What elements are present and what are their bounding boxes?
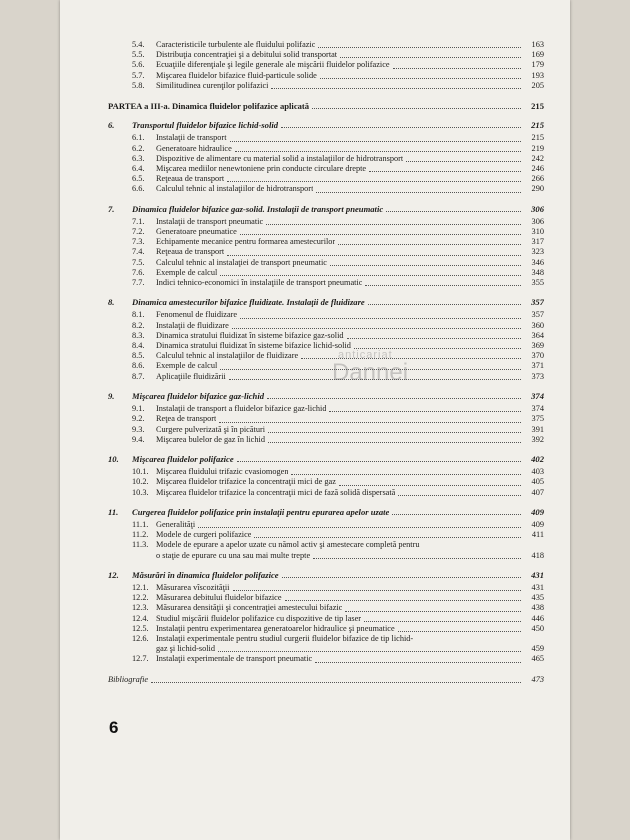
dot-leader bbox=[345, 611, 521, 612]
toc-entry-number: 12. bbox=[108, 569, 119, 580]
dot-leader bbox=[237, 461, 521, 462]
toc-entry bbox=[108, 634, 544, 644]
dot-leader bbox=[347, 338, 521, 339]
dot-leader bbox=[291, 474, 521, 475]
toc-entry bbox=[108, 144, 544, 154]
toc-entry bbox=[108, 425, 544, 435]
toc-entry bbox=[108, 60, 544, 70]
dot-leader bbox=[233, 590, 522, 591]
toc-entry-title: Calculul tehnic al instalaţiilor de hidrotransport bbox=[156, 184, 314, 194]
toc-entry-number: 9.4. bbox=[132, 434, 145, 444]
toc-entry-page: 246 bbox=[531, 164, 544, 174]
toc-entry-page: 418 bbox=[531, 550, 544, 560]
toc-entry-title: Fenomenul de fluidizare bbox=[156, 310, 238, 320]
dot-leader bbox=[398, 495, 521, 496]
toc-entry-number: 9.2. bbox=[132, 414, 145, 424]
toc-entry-page: 355 bbox=[531, 278, 544, 288]
toc-entry-number: 6.3. bbox=[132, 153, 145, 163]
toc-entry-page: 317 bbox=[531, 237, 544, 247]
toc-entry-page: 435 bbox=[531, 593, 544, 603]
toc-entry bbox=[108, 624, 544, 634]
toc-entry-title: Mişcarea fluidelor trifazice la concentraţii mici de fază solidă dispersată bbox=[156, 487, 396, 497]
toc-entry-title: Mişcarea fluidelor trifazice la concentraţii mici de gaz bbox=[156, 477, 336, 487]
toc-entry-page: 242 bbox=[531, 153, 544, 163]
toc-entry-title: Similitudinea curenţilor polifazici bbox=[156, 80, 269, 90]
toc-entry-title: Reţeaua de transport bbox=[156, 174, 225, 184]
toc-entry-title: Exemple de calcul bbox=[156, 267, 218, 277]
toc-entry-number: 7. bbox=[108, 203, 115, 214]
toc-entry-page: 446 bbox=[531, 613, 544, 623]
toc-entry-title: Instalaţii experimentale de transport pneumatic bbox=[156, 654, 313, 664]
watermark-line-2: Dannei bbox=[332, 359, 409, 386]
toc-entry-number: 7.3. bbox=[132, 237, 145, 247]
dot-leader bbox=[240, 318, 521, 319]
toc-entry-page: 290 bbox=[531, 184, 544, 194]
dot-leader bbox=[406, 161, 521, 162]
toc-entry-title: Instalaţii de transport bbox=[156, 133, 227, 143]
toc-entry-title: Dinamica stratului fluidizat în sisteme bifazice gaz-solid bbox=[156, 330, 344, 340]
toc-entry bbox=[108, 583, 544, 593]
toc-entry-title: Modele de epurare a apelor uzate cu nămol activ şi amestecare completă pentru bbox=[156, 540, 420, 550]
toc-entry-title: Mişcarea fluidelor bifazice gaz-lichid bbox=[132, 390, 264, 401]
toc-entry-page: 431 bbox=[531, 582, 544, 592]
dot-leader bbox=[392, 514, 521, 515]
toc-entry bbox=[108, 154, 544, 164]
toc-entry-number: 6.4. bbox=[132, 164, 145, 174]
toc-entry-title: Caracteristicile turbulente ale fluidului polifazic bbox=[156, 40, 316, 49]
toc-entry bbox=[108, 361, 544, 371]
toc-chapter bbox=[108, 391, 544, 401]
dot-leader bbox=[232, 328, 521, 329]
toc-entry-title-cont: gaz şi lichid-solid bbox=[156, 644, 215, 654]
dot-leader bbox=[230, 141, 521, 142]
dot-leader bbox=[198, 527, 521, 528]
dot-leader bbox=[364, 621, 521, 622]
watermark-line-1: anticariat bbox=[338, 349, 393, 361]
dot-leader bbox=[365, 285, 521, 286]
toc-entry-title: Mişcarea fluidelor polifazice bbox=[132, 453, 234, 464]
toc-entry bbox=[108, 164, 544, 174]
toc-entry-page: 179 bbox=[531, 60, 544, 70]
toc-entry bbox=[108, 435, 544, 445]
toc-entry-number: 7.6. bbox=[132, 267, 145, 277]
toc-entry bbox=[108, 654, 544, 664]
dot-leader bbox=[268, 432, 521, 433]
toc-entry bbox=[108, 372, 544, 382]
toc-entry-page: 169 bbox=[531, 50, 544, 60]
toc-entry-page: 391 bbox=[531, 424, 544, 434]
dot-leader bbox=[398, 631, 521, 632]
toc-entry-title: Dispozitive de alimentare cu material solid a instalaţiilor de hidrotransport bbox=[156, 153, 404, 163]
toc-bibliography bbox=[108, 675, 544, 685]
toc-entry-title: Transportul fluidelor bifazice lichid-solid bbox=[132, 120, 279, 131]
toc-entry-page: 357 bbox=[531, 310, 544, 320]
toc-entry-continuation bbox=[108, 644, 544, 654]
toc-entry-title: Calculul tehnic al instalaţiei de transport pneumatic bbox=[156, 257, 327, 267]
toc-entry-page: 193 bbox=[531, 70, 544, 80]
toc-entry-number: 9.3. bbox=[132, 424, 145, 434]
toc-entry-page: 348 bbox=[531, 267, 544, 277]
dot-leader bbox=[219, 422, 521, 423]
toc-entry-page: 310 bbox=[531, 227, 544, 237]
dot-leader bbox=[386, 211, 521, 212]
dot-leader bbox=[338, 244, 521, 245]
toc-entry-number: 5.6. bbox=[132, 60, 145, 70]
toc-entry-number: 11.3. bbox=[132, 540, 149, 550]
toc-entry-page: 450 bbox=[531, 623, 544, 633]
toc-entry-page: 465 bbox=[531, 654, 544, 664]
toc-entry-number: 12.1. bbox=[132, 582, 149, 592]
toc-entry-number: 12.2. bbox=[132, 593, 149, 603]
toc-entry-page: 364 bbox=[531, 330, 544, 340]
toc-entry-number: 8.7. bbox=[132, 371, 145, 381]
toc-entry-title: Dinamica amestecurilor bifazice fluidizate. Instalaţii de fluidizare bbox=[132, 297, 365, 308]
toc-entry bbox=[108, 174, 544, 184]
toc-entry-page: 370 bbox=[531, 351, 544, 361]
toc-entry-title: Măsurarea densităţii şi concentraţiei amestecului bifazic bbox=[156, 603, 343, 613]
toc-entry-number: 8.4. bbox=[132, 341, 145, 351]
toc-entry bbox=[108, 414, 544, 424]
toc-part-heading bbox=[108, 101, 544, 111]
toc-entry-number: 10.3. bbox=[132, 487, 149, 497]
toc-entry-number: 6.6. bbox=[132, 184, 145, 194]
toc-entry-number: 10.2. bbox=[132, 477, 149, 487]
toc-entry-page: 473 bbox=[531, 674, 544, 684]
toc-entry bbox=[108, 237, 544, 247]
toc-entry-page: 215 bbox=[531, 133, 544, 143]
dot-leader bbox=[271, 88, 521, 89]
toc-entry-title: Instalaţii pentru experimentarea generatoarelor hidraulice şi pneumatice bbox=[156, 623, 395, 633]
toc-entry-page: 266 bbox=[531, 174, 544, 184]
toc-entry bbox=[108, 467, 544, 477]
toc-entry-title: Curgerea fluidelor polifazice prin instalaţii pentru epurarea apelor uzate bbox=[132, 506, 390, 517]
toc-entry-title: Reţeaua de transport bbox=[156, 247, 225, 257]
dot-leader bbox=[235, 151, 521, 152]
dot-leader bbox=[339, 485, 521, 486]
toc-entry-title: Generalităţi bbox=[156, 519, 196, 529]
toc-entry-title: Bibliografie bbox=[108, 674, 149, 684]
toc-entry bbox=[108, 404, 544, 414]
toc-entry-title: Dinamica stratului fluidizat în sisteme bifazice lichid-solid bbox=[156, 341, 351, 351]
toc-entry-page: 375 bbox=[531, 414, 544, 424]
toc-entry-number: 10.1. bbox=[132, 467, 149, 477]
dot-leader bbox=[369, 171, 521, 172]
dot-leader bbox=[281, 127, 521, 128]
dot-leader bbox=[330, 265, 521, 266]
dot-leader bbox=[340, 57, 521, 58]
toc-entry-title: Mişcarea mediilor nenewtoniene prin conducte circulare drepte bbox=[156, 164, 367, 174]
toc-entry-number: 5.7. bbox=[132, 70, 145, 80]
toc-entry-number: 5.8. bbox=[132, 80, 145, 90]
dot-leader bbox=[313, 558, 521, 559]
toc-entry-number: 12.4. bbox=[132, 613, 149, 623]
toc-entry bbox=[108, 614, 544, 624]
toc-entry-title: Măsurarea debitului fluidelor bifazice bbox=[156, 593, 282, 603]
toc-entry-page: 374 bbox=[531, 390, 544, 401]
toc-entry-title: Ecuaţiile diferenţiale şi legile generale ale mişcării fluidelor polifazice bbox=[156, 60, 390, 70]
toc-entry bbox=[108, 278, 544, 288]
toc-entry bbox=[108, 310, 544, 320]
toc-entry bbox=[108, 603, 544, 613]
toc-entry bbox=[108, 40, 544, 50]
dot-leader bbox=[227, 255, 521, 256]
dot-leader bbox=[312, 108, 521, 109]
toc-entry bbox=[108, 217, 544, 227]
toc-entry-number: 12.7. bbox=[132, 654, 149, 664]
toc-entry-number: 12.5. bbox=[132, 623, 149, 633]
toc-entry-title: Dinamica fluidelor bifazice gaz-solid. Instalaţii de transport pneumatic bbox=[132, 203, 384, 214]
toc-entry-continuation bbox=[108, 551, 544, 561]
toc-entry-number: 8. bbox=[108, 297, 115, 308]
toc-entry-page: 373 bbox=[531, 371, 544, 381]
toc-entry-page: 374 bbox=[531, 404, 544, 414]
toc-entry-title: Curgere pulverizată şi în picături bbox=[156, 424, 266, 434]
toc-entry-page: 459 bbox=[531, 644, 544, 654]
toc-chapter bbox=[108, 120, 544, 130]
toc-entry bbox=[108, 247, 544, 257]
toc-chapter bbox=[108, 507, 544, 517]
dot-leader bbox=[329, 411, 521, 412]
dot-leader bbox=[316, 192, 521, 193]
toc-entry-title: Mişcarea fluidelor bifazice fluid-particule solide bbox=[156, 70, 317, 80]
toc-entry-page: 163 bbox=[531, 40, 544, 49]
dot-leader bbox=[318, 47, 521, 48]
book-page bbox=[60, 0, 570, 840]
toc-entry bbox=[108, 258, 544, 268]
toc-entry bbox=[108, 488, 544, 498]
watermark-logo bbox=[330, 347, 440, 391]
toc-entry-page: 306 bbox=[531, 216, 544, 226]
toc-entry-number: 11. bbox=[108, 506, 119, 517]
toc-entry-title: Instalaţii de fluidizare bbox=[156, 320, 229, 330]
toc-entry-page: 405 bbox=[531, 477, 544, 487]
toc-entry-number: 8.6. bbox=[132, 361, 145, 371]
toc-entry bbox=[108, 593, 544, 603]
toc-entry-title: Mişcarea fluidului trifazic cvasiomogen bbox=[156, 467, 289, 477]
toc-entry bbox=[108, 477, 544, 487]
toc-entry-title: Echipamente mecanice pentru formarea amestecurilor bbox=[156, 237, 336, 247]
toc-chapter bbox=[108, 570, 544, 580]
dot-leader bbox=[268, 442, 521, 443]
toc-entry-page: 360 bbox=[531, 320, 544, 330]
toc-entry-number: 9. bbox=[108, 390, 115, 401]
dot-leader bbox=[282, 577, 521, 578]
dot-leader bbox=[267, 398, 521, 399]
toc-entry-number: 8.3. bbox=[132, 330, 145, 340]
toc-chapter bbox=[108, 297, 544, 307]
toc-entry-number: 10. bbox=[108, 453, 119, 464]
toc-entry bbox=[108, 331, 544, 341]
toc-entry-title: Instalaţii de transport a fluidelor bifazice gaz-lichid bbox=[156, 404, 327, 414]
toc-entry-number: 8.5. bbox=[132, 351, 145, 361]
toc-entry-page: 369 bbox=[531, 341, 544, 351]
toc-entry-title: Măsurarea vîscozităţii bbox=[156, 582, 230, 592]
toc-entry-page: 357 bbox=[531, 297, 544, 308]
dot-leader bbox=[320, 78, 521, 79]
toc-entry bbox=[108, 520, 544, 530]
toc-entry-page: 219 bbox=[531, 143, 544, 153]
toc-entry-title: Calculul tehnic al instalaţiilor de fluidizare bbox=[156, 351, 299, 361]
toc-entry bbox=[108, 50, 544, 60]
toc-entry-title: Instalaţii experimentale pentru studiul curgerii fluidelor bifazice de tip lichid- bbox=[156, 633, 414, 643]
toc-entry-title-cont: o staţie de epurare cu una sau mai multe trepte bbox=[156, 550, 311, 560]
toc-entry-number: 6.5. bbox=[132, 174, 145, 184]
toc-entry bbox=[108, 81, 544, 91]
toc-entry-page: 215 bbox=[531, 120, 544, 131]
toc-entry-page: 411 bbox=[531, 530, 544, 540]
dot-leader bbox=[285, 600, 521, 601]
toc-entry-title: Indici tehnico-economici în instalaţiile de transport pneumatic bbox=[156, 278, 363, 288]
toc-entry-number: 11.2. bbox=[132, 530, 149, 540]
toc-entry-number: 5.4. bbox=[132, 40, 145, 49]
toc-entry-page: 346 bbox=[531, 257, 544, 267]
toc-entry bbox=[108, 351, 544, 361]
dot-leader bbox=[151, 682, 521, 683]
toc-entry-title: Reţea de transport bbox=[156, 414, 217, 424]
toc-entry-page: 306 bbox=[531, 203, 544, 214]
page-number: 6 bbox=[109, 718, 119, 737]
toc-entry-page: 409 bbox=[531, 506, 544, 517]
toc-entry-number: 7.5. bbox=[132, 257, 145, 267]
toc-entry bbox=[108, 321, 544, 331]
toc-entry-number: 8.2. bbox=[132, 320, 145, 330]
toc-entry-page: 371 bbox=[531, 361, 544, 371]
toc-entry-page: 215 bbox=[531, 101, 544, 112]
dot-leader bbox=[227, 181, 521, 182]
toc-entry-page: 409 bbox=[531, 519, 544, 529]
toc-entry-page: 205 bbox=[531, 80, 544, 90]
toc-entry bbox=[108, 540, 544, 550]
toc-entry-number: 7.7. bbox=[132, 278, 145, 288]
toc-entry-number: 6.1. bbox=[132, 133, 145, 143]
toc-entry-number: 7.1. bbox=[132, 216, 145, 226]
toc-entry-title: Instalaţii de transport pneumatic bbox=[156, 216, 264, 226]
table-of-contents bbox=[108, 40, 544, 685]
toc-entry-title: Generatoare hidraulice bbox=[156, 143, 232, 153]
toc-entry-page: 403 bbox=[531, 467, 544, 477]
toc-entry-title: Generatoare pneumatice bbox=[156, 227, 237, 237]
toc-entry bbox=[108, 268, 544, 278]
toc-entry-number: 11.1. bbox=[132, 519, 149, 529]
dot-leader bbox=[315, 662, 521, 663]
dot-leader bbox=[240, 234, 521, 235]
toc-entry-number: 7.4. bbox=[132, 247, 145, 257]
toc-entry bbox=[108, 133, 544, 143]
toc-entry bbox=[108, 184, 544, 194]
toc-entry-number: 5.5. bbox=[132, 50, 145, 60]
toc-entry bbox=[108, 530, 544, 540]
toc-entry-page: 323 bbox=[531, 247, 544, 257]
dot-leader bbox=[254, 537, 521, 538]
toc-entry-number: 12.6. bbox=[132, 633, 149, 643]
toc-entry-page: 438 bbox=[531, 603, 544, 613]
toc-entry-page: 407 bbox=[531, 487, 544, 497]
toc-entry-title: Modele de curgeri polifazice bbox=[156, 530, 252, 540]
dot-leader bbox=[368, 304, 521, 305]
toc-entry-number: 9.1. bbox=[132, 404, 145, 414]
toc-entry-number: 6. bbox=[108, 120, 115, 131]
dot-leader bbox=[266, 224, 521, 225]
toc-entry-number: 12.3. bbox=[132, 603, 149, 613]
toc-entry-title: Studiul mişcării fluidelor polifazice cu dispozitive de tip laser bbox=[156, 613, 362, 623]
dot-leader bbox=[393, 68, 521, 69]
toc-entry-title: PARTEA a III-a. Dinamica fluidelor polifazice aplicată bbox=[108, 101, 310, 112]
dot-leader bbox=[220, 275, 521, 276]
toc-entry-title: Aplicaţiile fluidizării bbox=[156, 371, 226, 381]
toc-entry-page: 392 bbox=[531, 434, 544, 444]
toc-entry-title: Distribuţia concentraţiei şi a debitului solid transportat bbox=[156, 50, 338, 60]
toc-entry-number: 6.2. bbox=[132, 143, 145, 153]
toc-entry-title: Măsurări în dinamica fluidelor polifazice bbox=[132, 569, 279, 580]
toc-entry-number: 8.1. bbox=[132, 310, 145, 320]
toc-chapter bbox=[108, 454, 544, 464]
toc-entry-number: 7.2. bbox=[132, 227, 145, 237]
toc-entry bbox=[108, 341, 544, 351]
toc-entry-title: Exemple de calcul bbox=[156, 361, 218, 371]
toc-entry-page: 431 bbox=[531, 569, 544, 580]
toc-entry-title: Mişcarea bulelor de gaz în lichid bbox=[156, 434, 265, 444]
toc-entry-page: 402 bbox=[531, 453, 544, 464]
toc-entry bbox=[108, 71, 544, 81]
toc-entry bbox=[108, 227, 544, 237]
toc-chapter bbox=[108, 204, 544, 214]
dot-leader bbox=[218, 651, 521, 652]
